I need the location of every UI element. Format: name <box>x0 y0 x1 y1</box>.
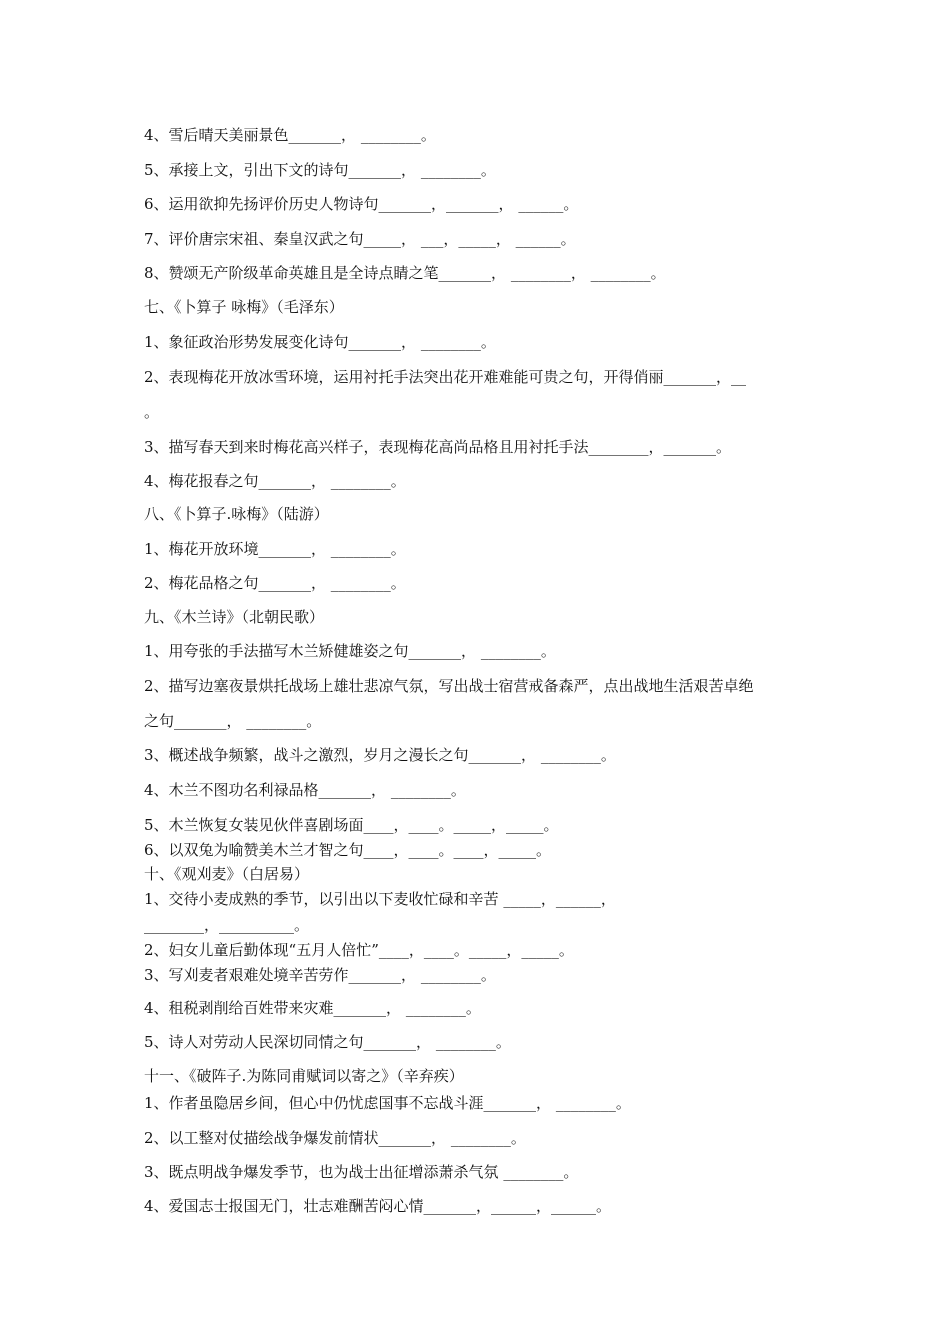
text-line: 2、妇女儿童后勤体现“五月人倍忙”____，____。_____，_____。 <box>144 941 574 959</box>
text-line: 7、评价唐宗宋祖、秦皇汉武之句_____， ___，_____， ______。 <box>144 230 576 248</box>
text-line: 6、运用欲抑先扬评价历史人物诗句_______，_______， ______。 <box>144 195 579 213</box>
text-line: 6、以双兔为喻赞美木兰才智之句____，____。____，_____。 <box>144 841 552 859</box>
section-heading: 八、《卜算子.咏梅》（陆游） <box>144 505 329 523</box>
text-line: 2、描写边塞夜景烘托战场上雄壮悲凉气氛，写出战士宿营戒备森严，点出战地生活艰苦卓绝 <box>144 677 754 695</box>
text-line: 5、木兰恢复女装见伙伴喜剧场面____，____。_____，_____。 <box>144 816 559 834</box>
text-line: 2、梅花品格之句_______， ________。 <box>144 574 406 592</box>
text-line: 3、描写春天到来时梅花高兴样子，表现梅花高尚品格且用衬托手法________，_______。 <box>144 438 732 456</box>
text-line: 。 <box>144 403 160 421</box>
text-line: 4、爱国志士报国无门，壮志难酬苦闷心情_______，______，______。 <box>144 1197 612 1215</box>
text-line: 4、木兰不图功名利禄品格_______， ________。 <box>144 781 466 799</box>
text-line: 1、交待小麦成熟的季节，以引出以下麦收忙碌和辛苦 _____，______， <box>144 890 616 908</box>
section-heading: 七、《卜算子 咏梅》（毛泽东） <box>144 298 344 316</box>
text-line: ________，__________。 <box>144 916 310 934</box>
text-line: 4、租税剥削给百姓带来灾难_______， ________。 <box>144 999 481 1017</box>
section-heading: 十一、《破阵子.为陈同甫赋词以寄之》（辛弃疾） <box>144 1067 464 1085</box>
text-line: 5、诗人对劳动人民深切同情之句_______， ________。 <box>144 1033 511 1051</box>
text-line: 1、象征政治形势发展变化诗句_______， ________。 <box>144 333 496 351</box>
text-line: 1、梅花开放环境_______， ________。 <box>144 540 406 558</box>
text-line: 2、以工整对仗描绘战争爆发前情状_______， ________。 <box>144 1129 526 1147</box>
section-heading: 九、《木兰诗》（北朝民歌） <box>144 608 325 626</box>
text-line: 3、写刈麦者艰难处境辛苦劳作_______， ________。 <box>144 966 496 984</box>
text-line: 4、雪后晴天美丽景色_______， ________。 <box>144 126 436 144</box>
text-line: 2、表现梅花开放冰雪环境，运用衬托手法突出花开难难能可贵之句，开得俏丽_______，__ <box>144 368 747 386</box>
text-line: 8、赞颂无产阶级革命英雄且是全诗点睛之笔_______， ________， ________。 <box>144 264 666 282</box>
text-line: 1、作者虽隐居乡间，但心中仍忧虑国事不忘战斗涯_______， ________。 <box>144 1094 631 1112</box>
text-line: 3、既点明战争爆发季节，也为战士出征增添萧杀气氛 ________。 <box>144 1163 579 1181</box>
text-line: 4、梅花报春之句_______， ________。 <box>144 472 406 490</box>
text-line: 之句_______， ________。 <box>144 712 322 730</box>
text-line: 1、用夸张的手法描写木兰矫健雄姿之句_______， ________。 <box>144 642 556 660</box>
text-line: 3、概述战争频繁，战斗之激烈，岁月之漫长之句_______， ________。 <box>144 746 616 764</box>
text-line: 5、承接上文，引出下文的诗句_______， ________。 <box>144 161 496 179</box>
section-heading: 十、《观刈麦》（白居易） <box>144 865 310 883</box>
